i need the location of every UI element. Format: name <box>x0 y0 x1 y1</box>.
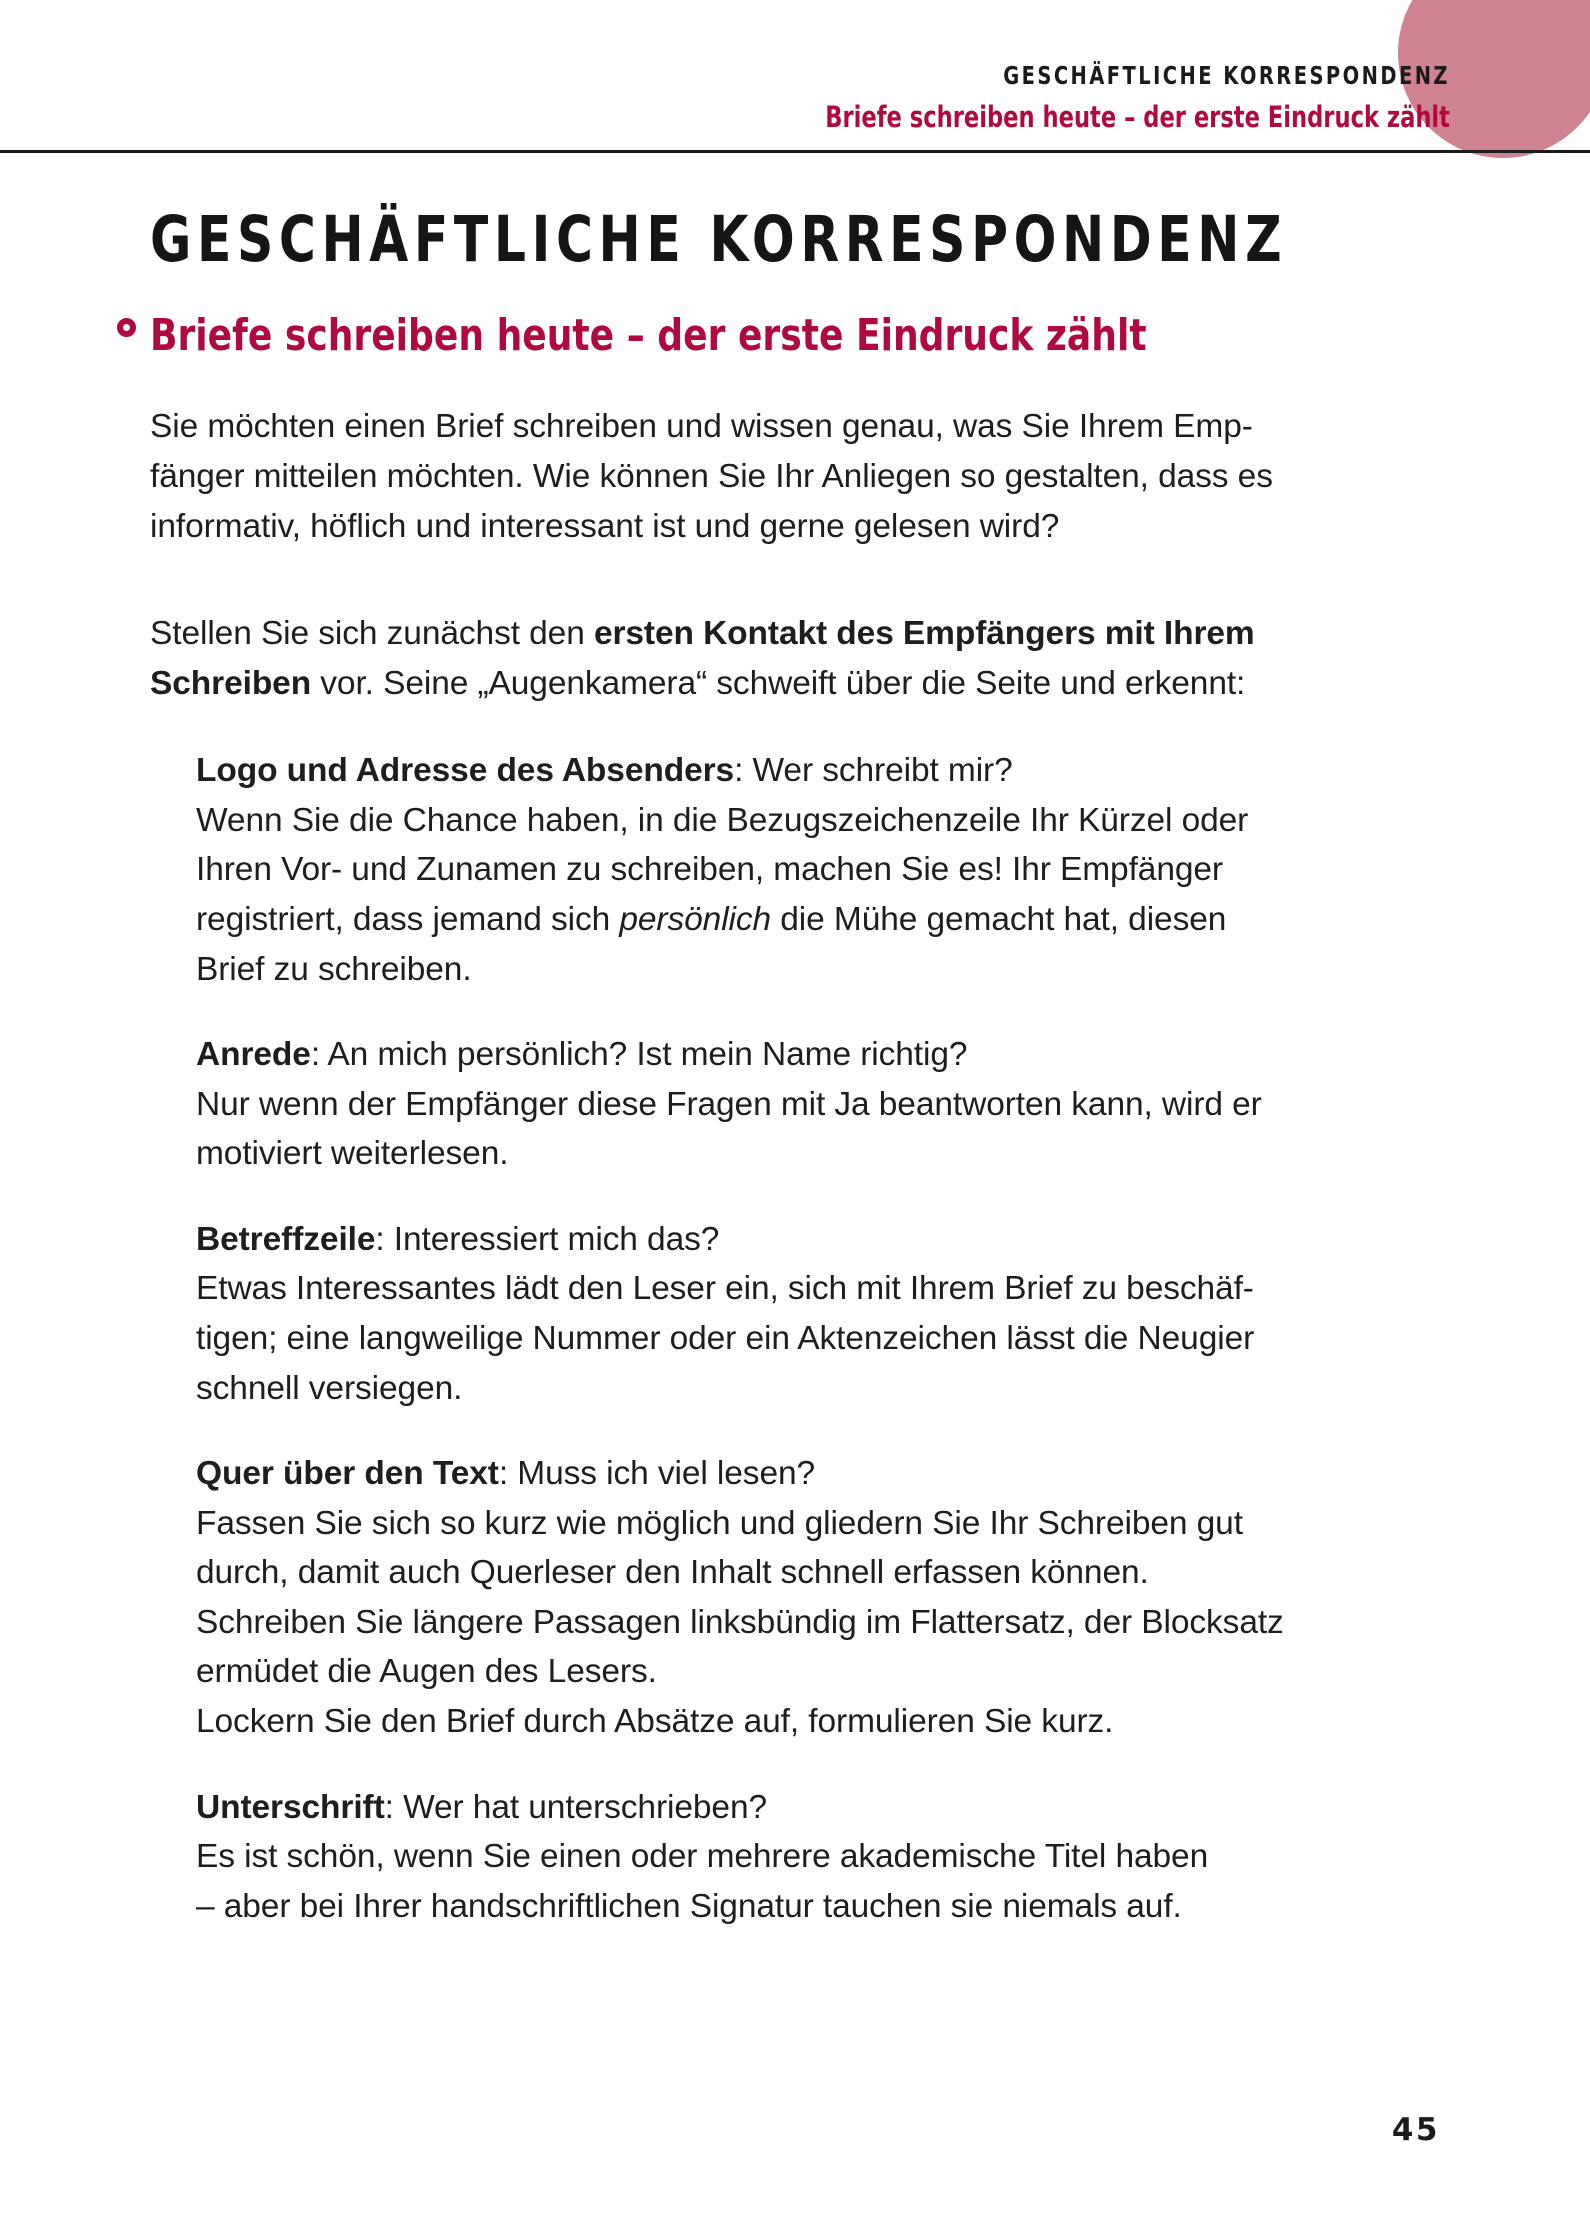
list-item-line: Schreiben Sie längere Passagen linksbündig im Flattersatz, der Blocksatz <box>196 1603 1284 1641</box>
intro-paragraph <box>150 402 1440 551</box>
list-item-lead: Anrede <box>196 1036 311 1074</box>
list-item-lead-rest: : Wer schreibt mir? <box>734 752 1013 790</box>
section-heading-wrap <box>150 310 1440 363</box>
list-item-line: motiviert weiterlesen. <box>196 1135 509 1173</box>
list-item-lead-rest: : Wer hat unterschrieben? <box>384 1788 768 1826</box>
second-line-2 <box>150 659 1440 709</box>
list-item-line: ermüdet die Augen des Lesers. <box>196 1653 657 1691</box>
list-item-lead-rest: : Interessiert mich das? <box>375 1220 720 1258</box>
list-item <box>196 1215 1440 1413</box>
list-item-line: Lockern Sie den Brief durch Absätze auf, formulieren Sie kurz. <box>196 1703 1114 1741</box>
italic-line-after: die Mühe gemacht hat, diesen <box>771 900 1227 938</box>
list-item <box>196 1783 1440 1932</box>
list-item-line: durch, damit auch Querleser den Inhalt schnell erfassen können. <box>196 1554 1149 1592</box>
list-item-line: schnell versiegen. <box>196 1369 463 1407</box>
list-item-lead: Unterschrift <box>196 1788 385 1826</box>
list-item-lead: Logo und Adresse des Absenders <box>196 752 735 790</box>
list-item-line: Es ist schön, wenn Sie einen oder mehrere akademische Titel haben <box>196 1838 1209 1876</box>
list-item-headline <box>196 746 1440 796</box>
second-paragraph <box>150 609 1440 708</box>
list-item-headline <box>196 1783 1440 1833</box>
list-item <box>196 746 1440 994</box>
second-line-2-bold: Schreiben <box>150 664 312 702</box>
second-line-2-plain: vor. Seine „Augenkamera“ schweift über die Seite und erkennt: <box>311 664 1246 702</box>
list-item-line: Wenn Sie die Chance haben, in die Bezugszeichenzeile Ihr Kürzel oder <box>196 801 1249 839</box>
second-line-1-bold: ersten Kontakt des Empfängers mit Ihrem <box>593 615 1255 653</box>
list-item-line: Etwas Interessantes lädt den Leser ein, sich mit Ihrem Brief zu beschäf- <box>196 1270 1254 1308</box>
second-line-1 <box>150 609 1440 659</box>
list-item-headline <box>196 1449 1440 1499</box>
list-item-line-italic <box>196 895 1440 945</box>
intro-line-1: Sie möchten einen Brief schreiben und wissen genau, was Sie Ihrem Emp- <box>150 408 1253 446</box>
intro-line-3: informativ, höflich und interessant ist und gerne gelesen wird? <box>150 507 1060 545</box>
feature-list <box>150 746 1440 1931</box>
list-item-line: Brief zu schreiben. <box>196 950 472 988</box>
running-header-subtitle: Briefe schreiben heute – der erste Eindruck zählt <box>825 99 1450 134</box>
intro-paragraph-body <box>150 402 1440 551</box>
list-item <box>196 1449 1440 1746</box>
list-item-lead: Quer über den Text <box>196 1455 499 1493</box>
chapter-title: GESCHÄFTLICHE KORRESPONDENZ <box>150 203 1288 276</box>
list-item <box>196 1030 1440 1179</box>
italic-line-before: registriert, dass jemand sich <box>196 900 620 938</box>
list-item-line: tigen; eine langweilige Nummer oder ein Aktenzeichen lässt die Neugier <box>196 1320 1255 1358</box>
list-item-lead: Betreffzeile <box>196 1220 376 1258</box>
running-header <box>0 0 1590 134</box>
list-item-headline <box>196 1215 1440 1265</box>
second-paragraph-body <box>150 609 1440 708</box>
page-content <box>0 150 1590 1931</box>
intro-line-2: fänger mitteilen möchten. Wie können Sie Ihr Anliegen so gestalten, dass es <box>150 457 1273 495</box>
list-item-line: Nur wenn der Empfänger diese Fragen mit Ja beantworten kann, wird er <box>196 1085 1262 1123</box>
list-item-lead-rest: : Muss ich viel lesen? <box>498 1455 816 1493</box>
italic-emphasis: persönlich <box>619 900 772 938</box>
list-item-lead-rest: : An mich persönlich? Ist mein Name richtig? <box>310 1036 968 1074</box>
list-item-line: – aber bei Ihrer handschriftlichen Signatur tauchen sie niemals auf. <box>196 1887 1182 1925</box>
list-item-line: Ihren Vor- und Zunamen zu schreiben, machen Sie es! Ihr Empfänger <box>196 851 1223 889</box>
section-title: Briefe schreiben heute – der erste Eindruck zählt <box>150 309 1147 361</box>
page-number: 45 <box>1391 2112 1440 2148</box>
ring-bullet-icon <box>117 318 136 337</box>
second-line-1-plain: Stellen Sie sich zunächst den <box>150 615 594 653</box>
list-item-line: Fassen Sie sich so kurz wie möglich und gliedern Sie Ihr Schreiben gut <box>196 1504 1243 1542</box>
list-item-headline <box>196 1030 1440 1080</box>
running-header-title: GESCHÄFTLICHE KORRESPONDENZ <box>1003 61 1450 90</box>
